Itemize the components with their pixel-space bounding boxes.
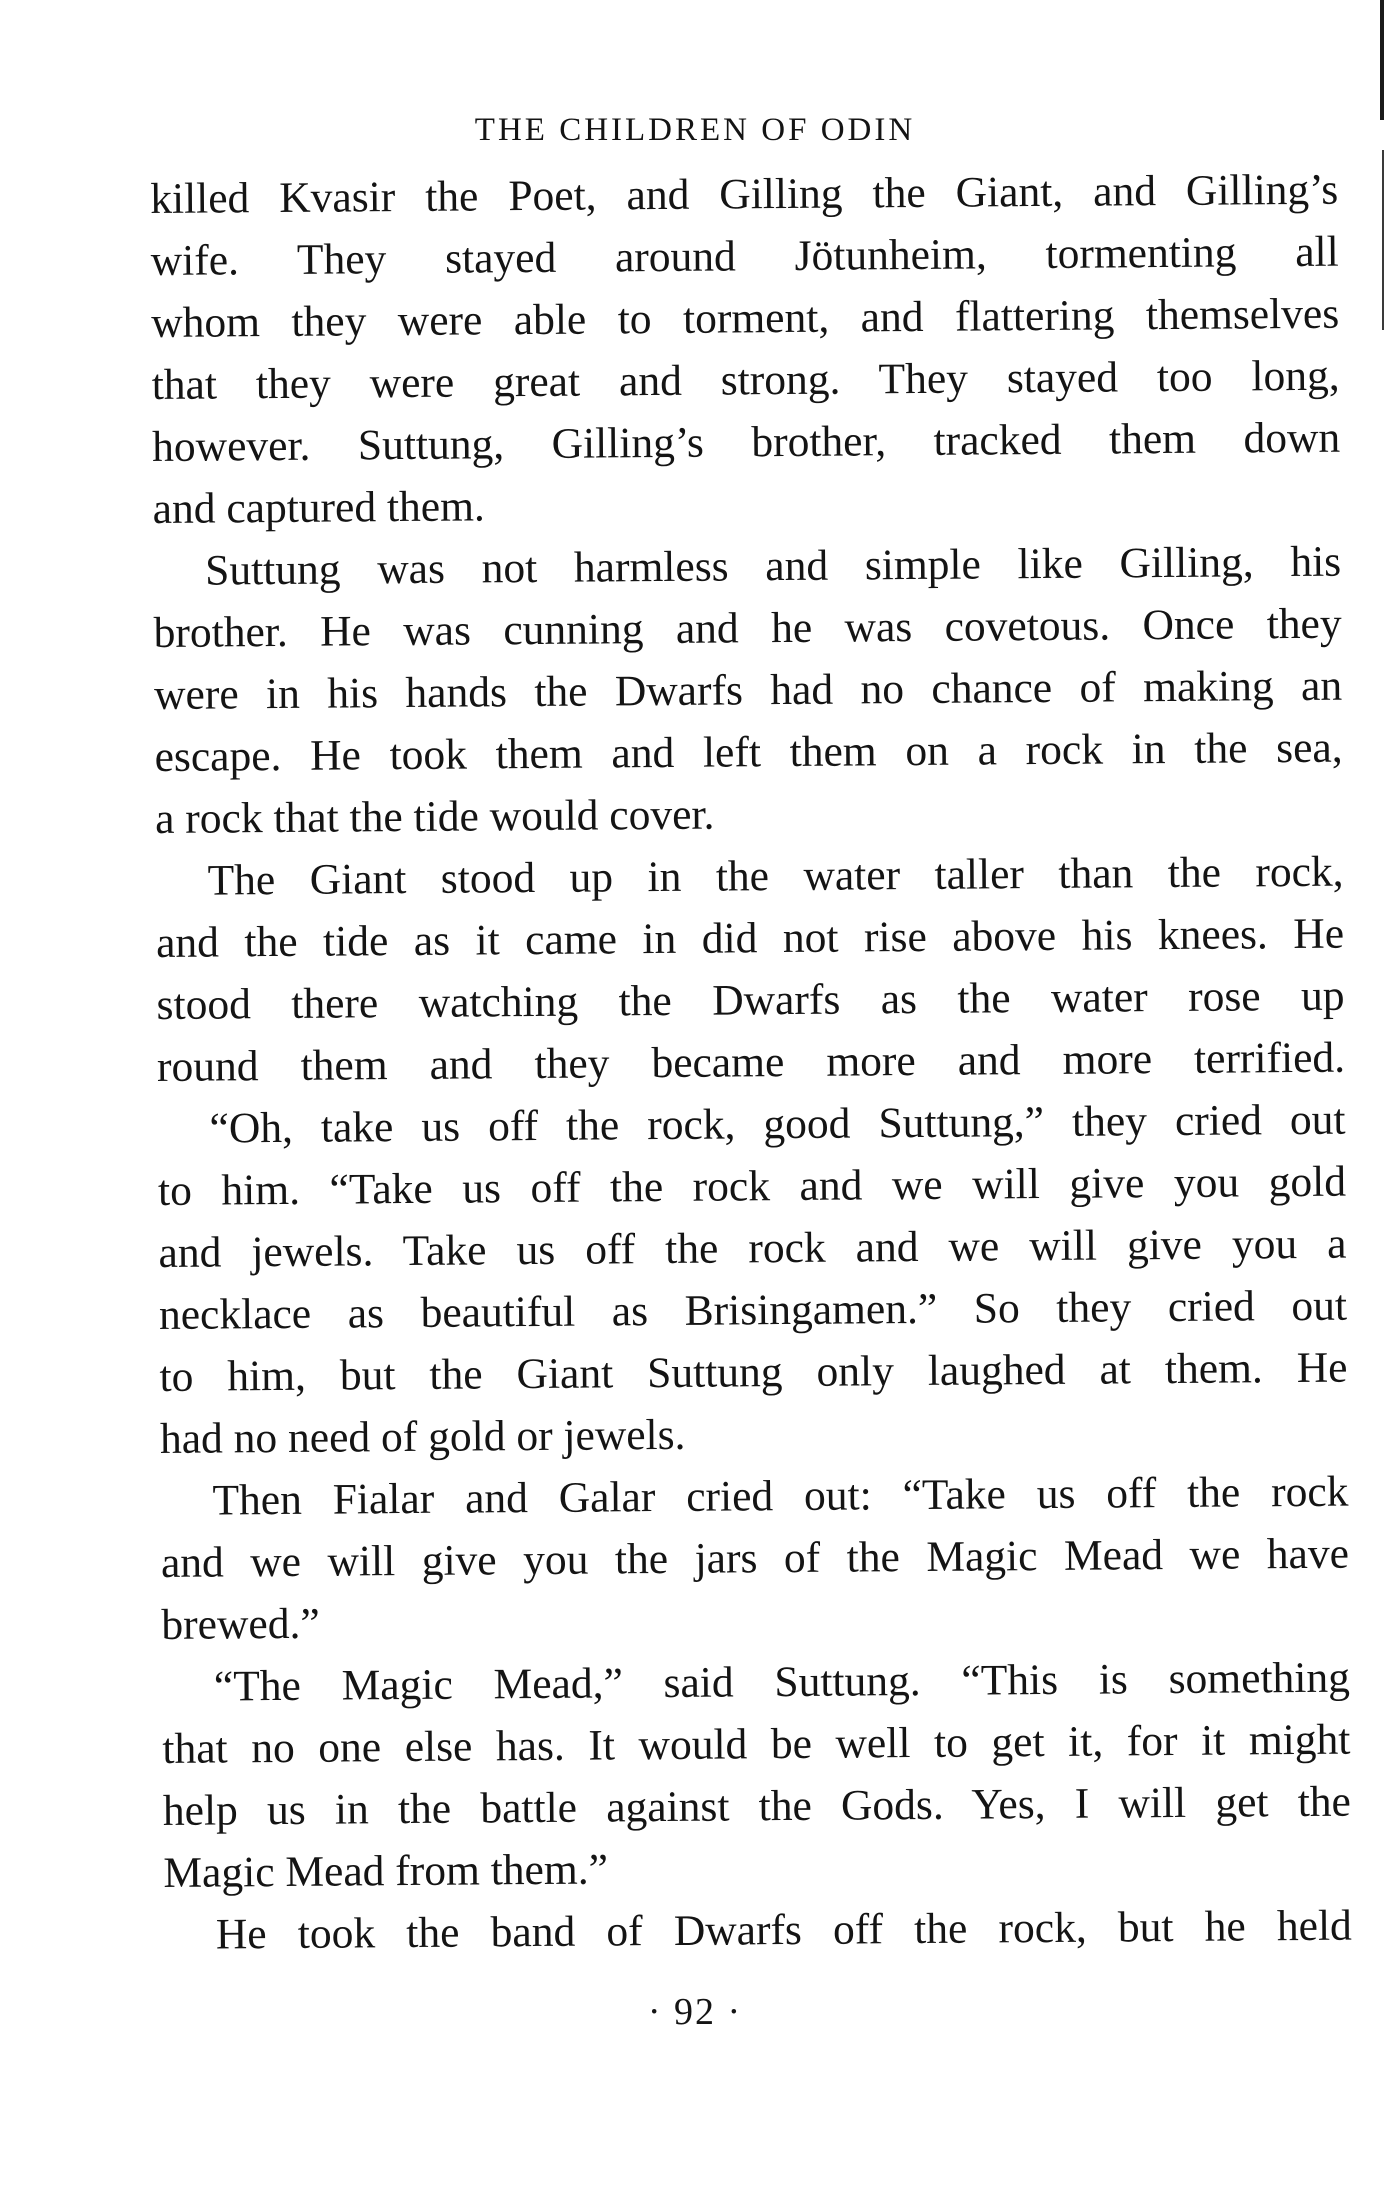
body-text <box>150 159 1352 1966</box>
text-line: and captured them. <box>152 482 486 533</box>
page-edge-shadow-lower <box>1382 150 1384 330</box>
text-line: a rock that the tide would cover. <box>154 790 715 843</box>
text-line: killed Kvasir the Poet, and Gilling the Giant, and Gilling’s <box>150 165 1339 223</box>
text-line: whom they were able to torment, and flattering themselves <box>151 289 1340 347</box>
text-line: Magic Mead from them.” <box>163 1845 609 1897</box>
text-line: to him. “Take us off the rock and we will give you gold <box>157 1157 1347 1215</box>
running-head: THE CHILDREN OF ODIN <box>474 112 916 148</box>
text-line: escape. He took them and left them on a rock in the sea, <box>154 723 1343 781</box>
text-line: had no need of gold or jewels. <box>159 1410 686 1463</box>
paragraph-start-line: The Giant stood up in the water taller than the rock, <box>207 847 1344 905</box>
text-line: and jewels. Take us off the rock and we will give you a <box>158 1219 1347 1277</box>
text-line: and the tide as it came in did not rise above his knees. He <box>155 909 1345 967</box>
text-line: were in his hands the Dwarfs had no chance of making an <box>153 661 1343 719</box>
page-edge-shadow <box>1380 0 1384 120</box>
paragraph-start-line: “The Magic Mead,” said Suttung. “This is something <box>213 1653 1351 1711</box>
text-line: brewed.” <box>161 1599 320 1649</box>
text-line: necklace as beautiful as Brisingamen.” So they cried out <box>158 1281 1348 1339</box>
text-line: brother. He was cunning and he was covetous. Once they <box>153 599 1342 657</box>
text-line: and we will give you the jars of the Magic Mead we have <box>160 1529 1350 1587</box>
text-line: to him, but the Giant Suttung only laughed at them. He <box>159 1343 1348 1401</box>
text-line: round them and they became more and more terrified. <box>156 1033 1346 1091</box>
text-line: that no one else has. It would be well to get it, for it might <box>162 1715 1351 1773</box>
page-number: · 92 · <box>647 1991 743 2033</box>
paragraph-start-line: Then Fialar and Galar cried out: “Take us off the rock <box>212 1467 1349 1525</box>
text-line: wife. They stayed around Jötunheim, tormenting all <box>150 227 1339 285</box>
paragraph-start-line: Suttung was not harmless and simple like Gilling, his <box>204 537 1342 595</box>
text-line: however. Suttung, Gilling’s brother, tracked them down <box>152 413 1341 471</box>
text-line: that they were great and strong. They stayed too long, <box>151 351 1340 409</box>
text-line: stood there watching the Dwarfs as the water rose up <box>156 971 1345 1029</box>
paragraph-start-line: He took the band of Dwarfs off the rock, but he held <box>215 1901 1353 1959</box>
paragraph-start-line: “Oh, take us off the rock, good Suttung,” they cried out <box>209 1095 1346 1153</box>
text-line: help us in the battle against the Gods. Yes, I will get the <box>162 1777 1352 1835</box>
